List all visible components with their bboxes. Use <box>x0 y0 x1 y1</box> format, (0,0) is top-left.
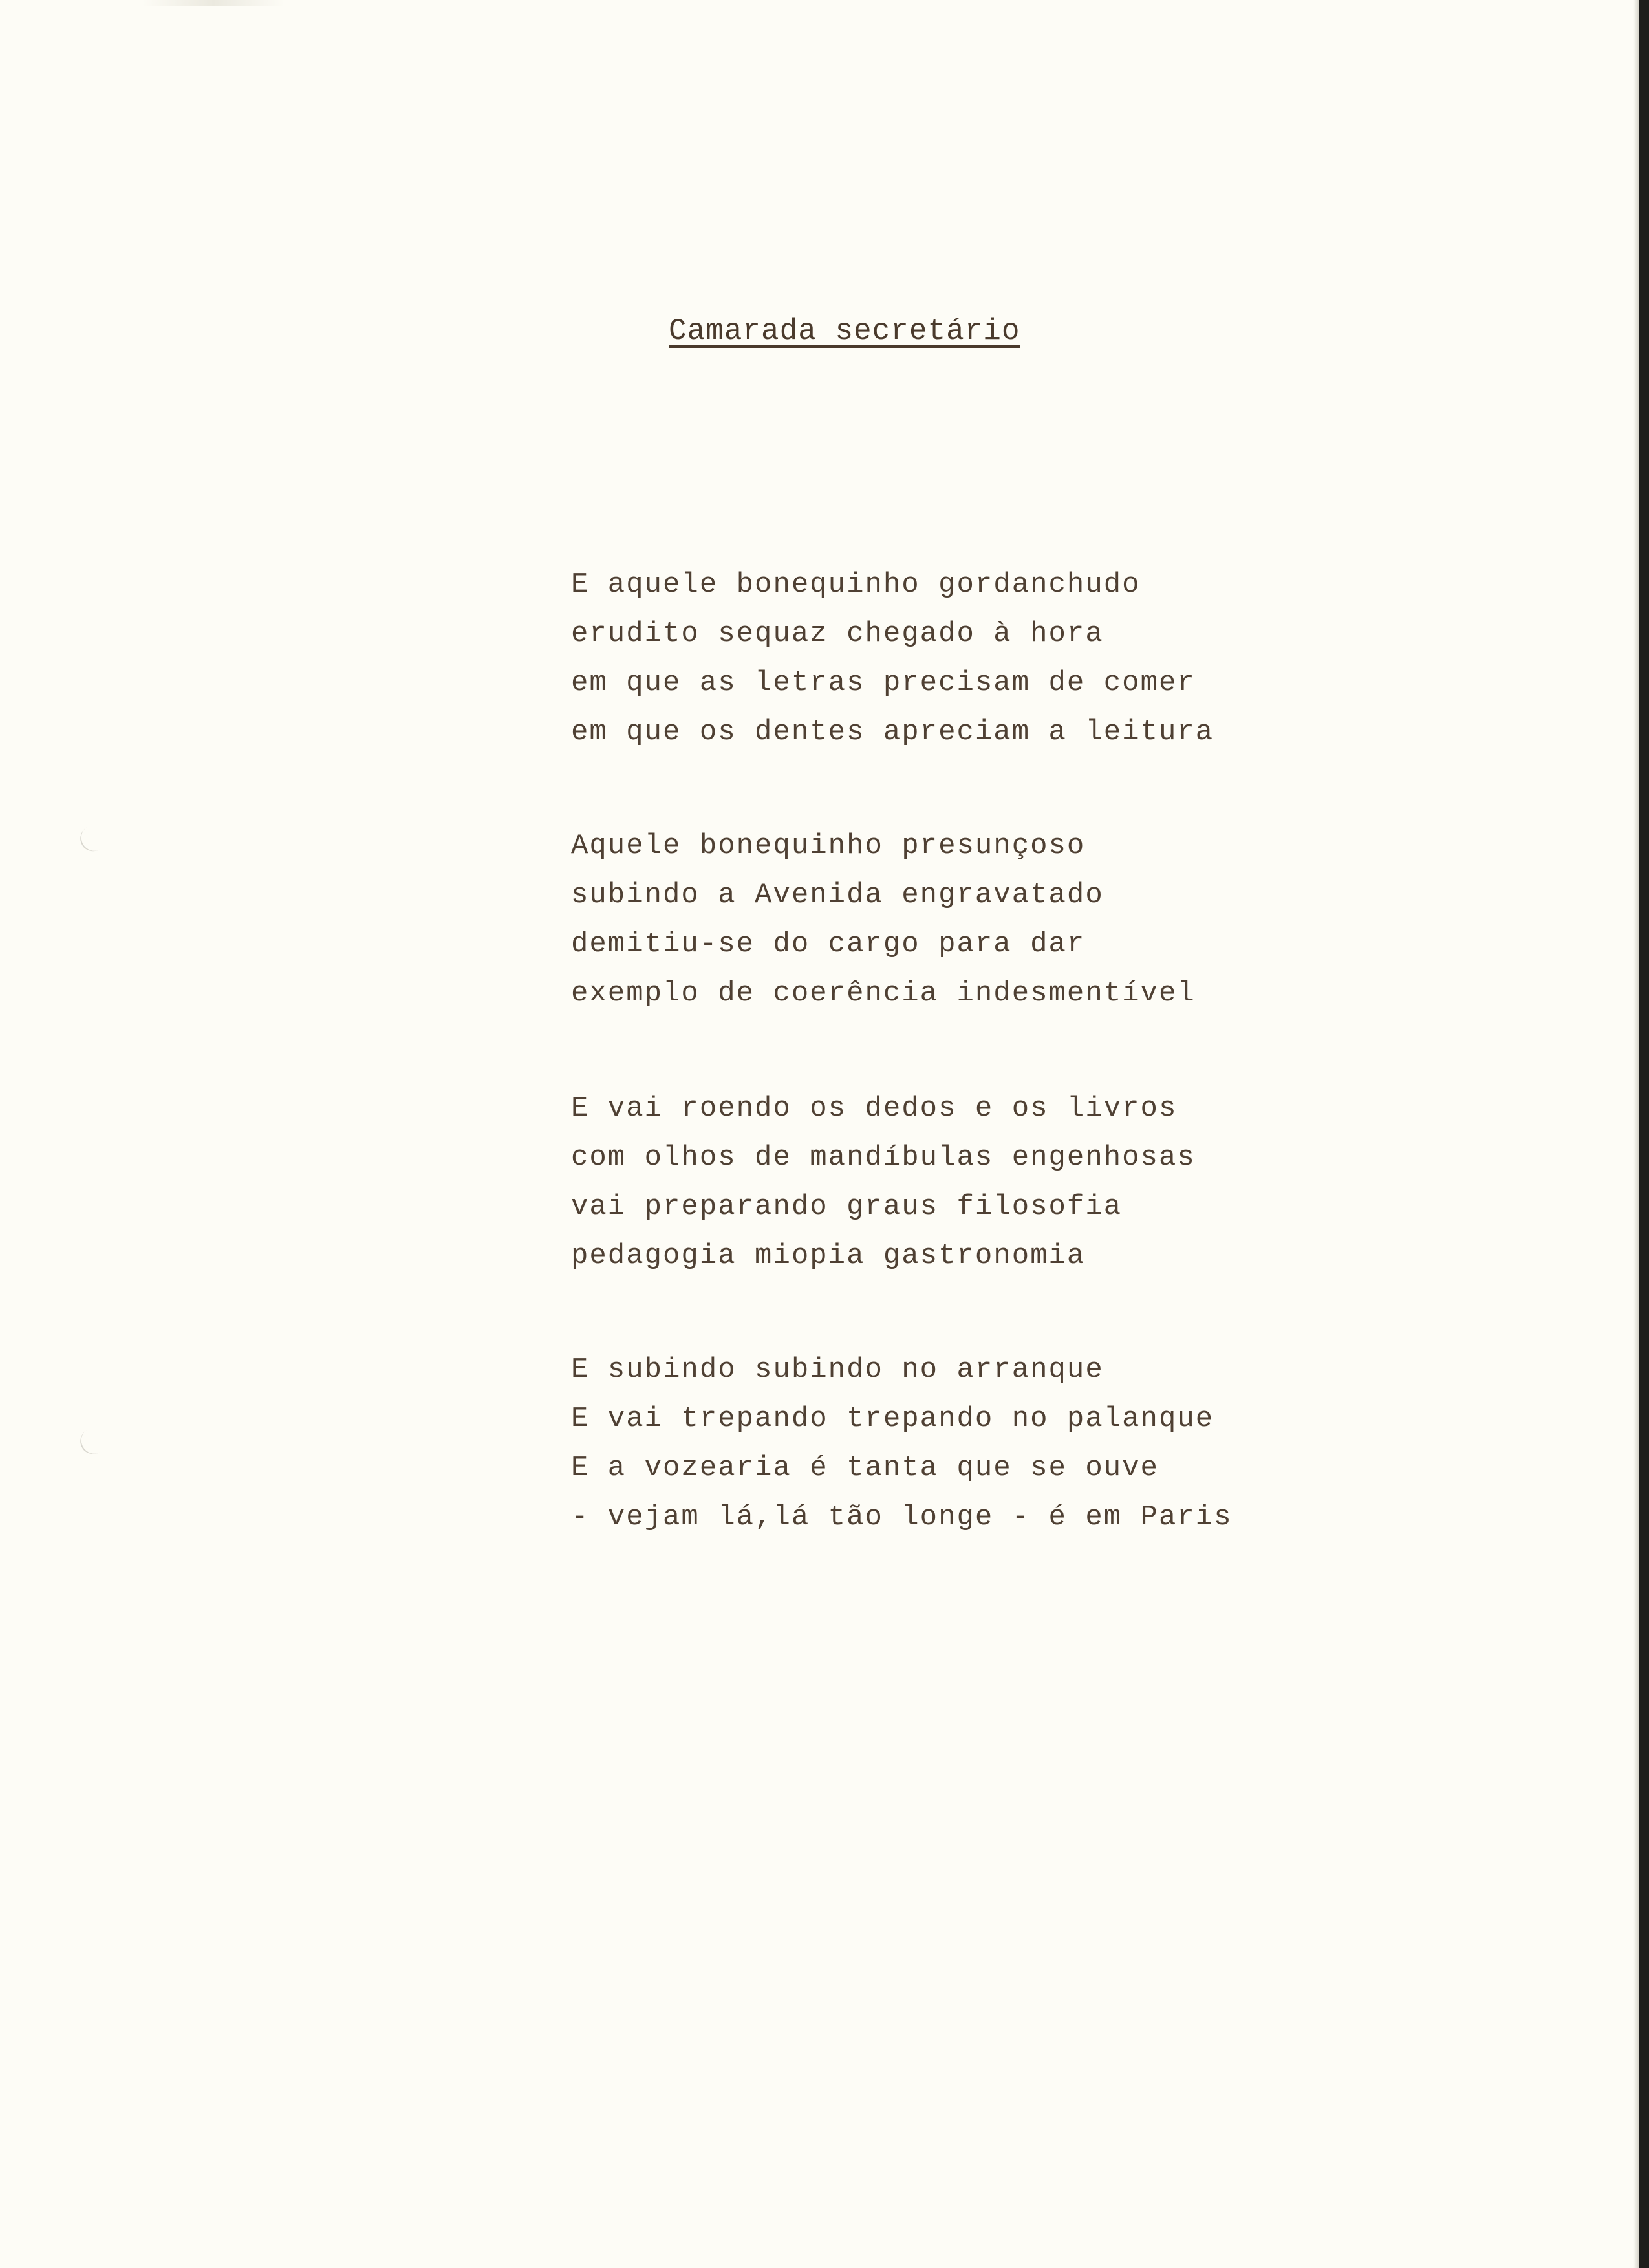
verse-line: E aquele bonequinho gordanchudo <box>571 568 1141 601</box>
verse-line: em que as letras precisam de comer <box>571 667 1196 699</box>
scanner-border <box>1639 0 1649 2268</box>
verse-line: demitiu-se do cargo para dar <box>571 928 1086 960</box>
verse-line: em que os dentes apreciam a leitura <box>571 716 1214 748</box>
verse-line: E vai trepando trepando no palanque <box>571 1403 1214 1435</box>
verse-line: pedagogia miopia gastronomia <box>571 1240 1086 1272</box>
poem-title: Camarada secretário <box>669 314 1020 348</box>
verse-line: E a vozearia é tanta que se ouve <box>571 1452 1159 1484</box>
verse-line: vai preparando graus filosofia <box>571 1191 1123 1223</box>
verse-line: E subindo subindo no arranque <box>571 1354 1104 1386</box>
verse-line: erudito sequaz chegado à hora <box>571 618 1104 650</box>
paper-crease-mark <box>76 820 112 856</box>
paper-crease-mark <box>76 1423 112 1459</box>
paper-smudge <box>142 0 285 6</box>
verse-line: - vejam lá,lá tão longe - é em Paris <box>571 1501 1233 1533</box>
stanza-1 <box>571 560 1214 757</box>
verse-line: subindo a Avenida engravatado <box>571 879 1104 911</box>
verse-line: com olhos de mandíbulas engenhosas <box>571 1141 1196 1174</box>
stanza-3 <box>571 1084 1196 1280</box>
stanza-4 <box>571 1345 1233 1542</box>
stanza-2 <box>571 821 1196 1018</box>
page-edge-shadow <box>1633 0 1639 2268</box>
verse-line: Aquele bonequinho presunçoso <box>571 830 1086 862</box>
verse-line: exemplo de coerência indesmentível <box>571 977 1196 1010</box>
verse-line: E vai roendo os dedos e os livros <box>571 1092 1178 1125</box>
